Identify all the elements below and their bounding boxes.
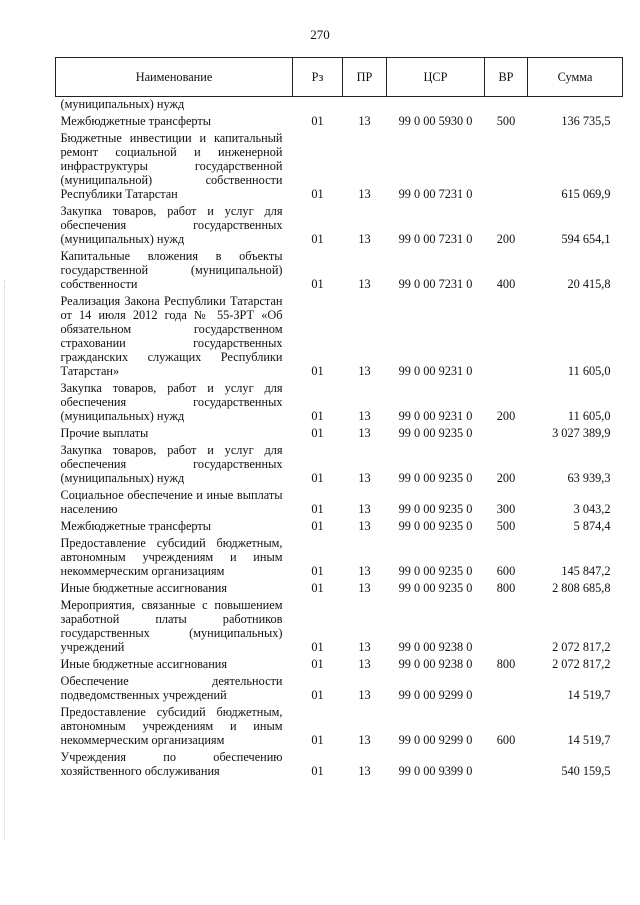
cell-rz: 01 <box>311 764 324 778</box>
cell-name: Закупка товаров, работ и услуг для обеспечения государственных (муниципальных) нужд <box>60 381 283 423</box>
cell-csr: 99 0 00 9299 0 <box>398 688 473 702</box>
cell-name: Социальное обеспечение и иные выплаты населению <box>60 488 283 516</box>
cell-vr: 200 <box>496 232 516 246</box>
cell-pr: 13 <box>358 564 371 578</box>
cell-sum: 3 043,2 <box>573 502 611 516</box>
cell-rz: 01 <box>311 471 324 485</box>
table-row <box>56 111 623 128</box>
cell-rz: 01 <box>311 640 324 654</box>
cell-sum: 2 808 685,8 <box>552 581 611 595</box>
cell-csr: 99 0 00 5930 0 <box>398 114 473 128</box>
cell-rz: 01 <box>311 114 324 128</box>
cell-sum: 145 847,2 <box>561 564 611 578</box>
cell-rz: 01 <box>311 187 324 201</box>
cell-name: (муниципальных) нужд <box>60 97 185 111</box>
cell-csr: 99 0 00 9299 0 <box>398 733 473 747</box>
cell-name: Бюджетные инвестиции и капитальный ремонт социальной и инженерной инфраструктуры государственной (муниципальной) собственности Республики Татарстан <box>60 131 283 201</box>
table-row <box>56 516 623 533</box>
cell-pr: 13 <box>358 640 371 654</box>
cell-vr: 300 <box>496 502 516 516</box>
cell-rz: 01 <box>311 502 324 516</box>
cell-csr: 99 0 00 7231 0 <box>398 232 473 246</box>
cell-csr: 99 0 00 9231 0 <box>398 364 473 378</box>
cell-sum: 2 072 817,2 <box>552 640 611 654</box>
budget-table <box>55 57 623 778</box>
cell-name: Иные бюджетные ассигнования <box>60 657 228 671</box>
cell-csr: 99 0 00 9235 0 <box>398 426 473 440</box>
cell-csr: 99 0 00 9235 0 <box>398 564 473 578</box>
table-row <box>56 201 623 246</box>
cell-pr: 13 <box>358 581 371 595</box>
cell-name: Капитальные вложения в объекты государственной (муниципальной) собственности <box>60 249 283 291</box>
cell-vr: 400 <box>496 277 516 291</box>
column-header-csr: ЦСР <box>387 58 485 97</box>
cell-pr: 13 <box>358 364 371 378</box>
cell-pr: 13 <box>358 187 371 201</box>
cell-vr: 600 <box>496 564 516 578</box>
table-row <box>56 671 623 702</box>
cell-vr: 200 <box>496 409 516 423</box>
cell-sum: 11 605,0 <box>567 409 611 423</box>
cell-name: Межбюджетные трансферты <box>60 519 212 533</box>
cell-pr: 13 <box>358 657 371 671</box>
table-row <box>56 246 623 291</box>
cell-rz: 01 <box>311 409 324 423</box>
margin-dotted-line <box>4 280 6 840</box>
column-header-rz: Рз <box>293 58 343 97</box>
column-header-sum: Сумма <box>528 58 623 97</box>
table-row <box>56 702 623 747</box>
cell-pr: 13 <box>358 471 371 485</box>
cell-csr: 99 0 00 9235 0 <box>398 471 473 485</box>
cell-name: Иные бюджетные ассигнования <box>60 581 228 595</box>
cell-sum: 2 072 817,2 <box>552 657 611 671</box>
cell-csr: 99 0 00 7231 0 <box>398 187 473 201</box>
table-row <box>56 378 623 423</box>
cell-rz: 01 <box>311 277 324 291</box>
cell-pr: 13 <box>358 519 371 533</box>
cell-sum: 63 939,3 <box>567 471 611 485</box>
table-row <box>56 291 623 378</box>
table-row <box>56 654 623 671</box>
cell-name: Закупка товаров, работ и услуг для обеспечения государственных (муниципальных) нужд <box>60 443 283 485</box>
cell-pr: 13 <box>358 502 371 516</box>
cell-name: Межбюджетные трансферты <box>60 114 212 128</box>
table-row <box>56 97 623 112</box>
cell-pr <box>343 97 387 112</box>
cell-csr: 99 0 00 7231 0 <box>398 277 473 291</box>
cell-pr: 13 <box>358 688 371 702</box>
cell-sum: 5 874,4 <box>573 519 611 533</box>
cell-name: Реализация Закона Республики Татарстан от 14 июля 2012 года № 55-ЗРТ «Об обязательном государственном страховании государственных гражданских служащих Республики Татарстан» <box>60 294 283 378</box>
cell-name: Закупка товаров, работ и услуг для обеспечения государственных (муниципальных) нужд <box>60 204 283 246</box>
cell-sum: 11 605,0 <box>567 364 611 378</box>
cell-pr: 13 <box>358 277 371 291</box>
cell-name: Учреждения по обеспечению хозяйственного обслуживания <box>60 750 283 778</box>
table-row <box>56 440 623 485</box>
table-row <box>56 595 623 654</box>
cell-vr: 600 <box>496 733 516 747</box>
cell-vr <box>485 291 528 378</box>
cell-csr: 99 0 00 9399 0 <box>398 764 473 778</box>
cell-sum: 594 654,1 <box>561 232 611 246</box>
cell-csr: 99 0 00 9231 0 <box>398 409 473 423</box>
page-number: 270 <box>310 27 330 42</box>
cell-sum: 14 519,7 <box>567 688 611 702</box>
cell-rz: 01 <box>311 519 324 533</box>
cell-sum: 14 519,7 <box>567 733 611 747</box>
cell-rz: 01 <box>311 364 324 378</box>
cell-sum: 615 069,9 <box>561 187 611 201</box>
cell-rz: 01 <box>311 688 324 702</box>
cell-pr: 13 <box>358 114 371 128</box>
table-row <box>56 747 623 778</box>
cell-csr <box>387 97 485 112</box>
table-row <box>56 578 623 595</box>
table-row <box>56 128 623 201</box>
cell-vr <box>485 423 528 440</box>
cell-vr: 800 <box>496 581 516 595</box>
cell-vr <box>485 97 528 112</box>
table-row <box>56 423 623 440</box>
cell-rz: 01 <box>311 232 324 246</box>
cell-vr: 500 <box>496 519 516 533</box>
cell-pr: 13 <box>358 426 371 440</box>
cell-sum: 540 159,5 <box>561 764 611 778</box>
cell-name: Прочие выплаты <box>60 426 149 440</box>
cell-name: Предоставление субсидий бюджетным, автономным учреждениям и иным некоммерческим организациям <box>60 536 283 578</box>
cell-sum <box>528 97 623 112</box>
cell-pr: 13 <box>358 764 371 778</box>
cell-name: Мероприятия, связанные с повышением заработной платы работников государственных (муниципальных) учреждений <box>60 598 283 654</box>
cell-vr: 800 <box>496 657 516 671</box>
cell-pr: 13 <box>358 232 371 246</box>
table-header-row <box>56 58 623 97</box>
cell-csr: 99 0 00 9238 0 <box>398 657 473 671</box>
cell-csr: 99 0 00 9235 0 <box>398 581 473 595</box>
column-header-vr: ВР <box>485 58 528 97</box>
cell-name: Обеспечение деятельности подведомственных учреждений <box>60 674 283 702</box>
cell-csr: 99 0 00 9235 0 <box>398 519 473 533</box>
cell-vr <box>485 595 528 654</box>
cell-vr <box>485 128 528 201</box>
cell-sum: 20 415,8 <box>567 277 611 291</box>
cell-vr <box>485 671 528 702</box>
table-row <box>56 485 623 516</box>
cell-vr: 500 <box>496 114 516 128</box>
cell-pr: 13 <box>358 409 371 423</box>
cell-pr: 13 <box>358 733 371 747</box>
cell-rz: 01 <box>311 564 324 578</box>
cell-rz: 01 <box>311 581 324 595</box>
cell-sum: 3 027 389,9 <box>552 426 611 440</box>
cell-rz: 01 <box>311 426 324 440</box>
column-header-name: Наименование <box>56 58 293 97</box>
cell-rz: 01 <box>311 657 324 671</box>
cell-rz: 01 <box>311 733 324 747</box>
cell-vr <box>485 747 528 778</box>
cell-csr: 99 0 00 9235 0 <box>398 502 473 516</box>
cell-vr: 200 <box>496 471 516 485</box>
cell-name: Предоставление субсидий бюджетным, автономным учреждениям и иным некоммерческим организациям <box>60 705 283 747</box>
cell-rz <box>293 97 343 112</box>
cell-csr: 99 0 00 9238 0 <box>398 640 473 654</box>
table-row <box>56 533 623 578</box>
column-header-pr: ПР <box>343 58 387 97</box>
cell-sum: 136 735,5 <box>561 114 611 128</box>
